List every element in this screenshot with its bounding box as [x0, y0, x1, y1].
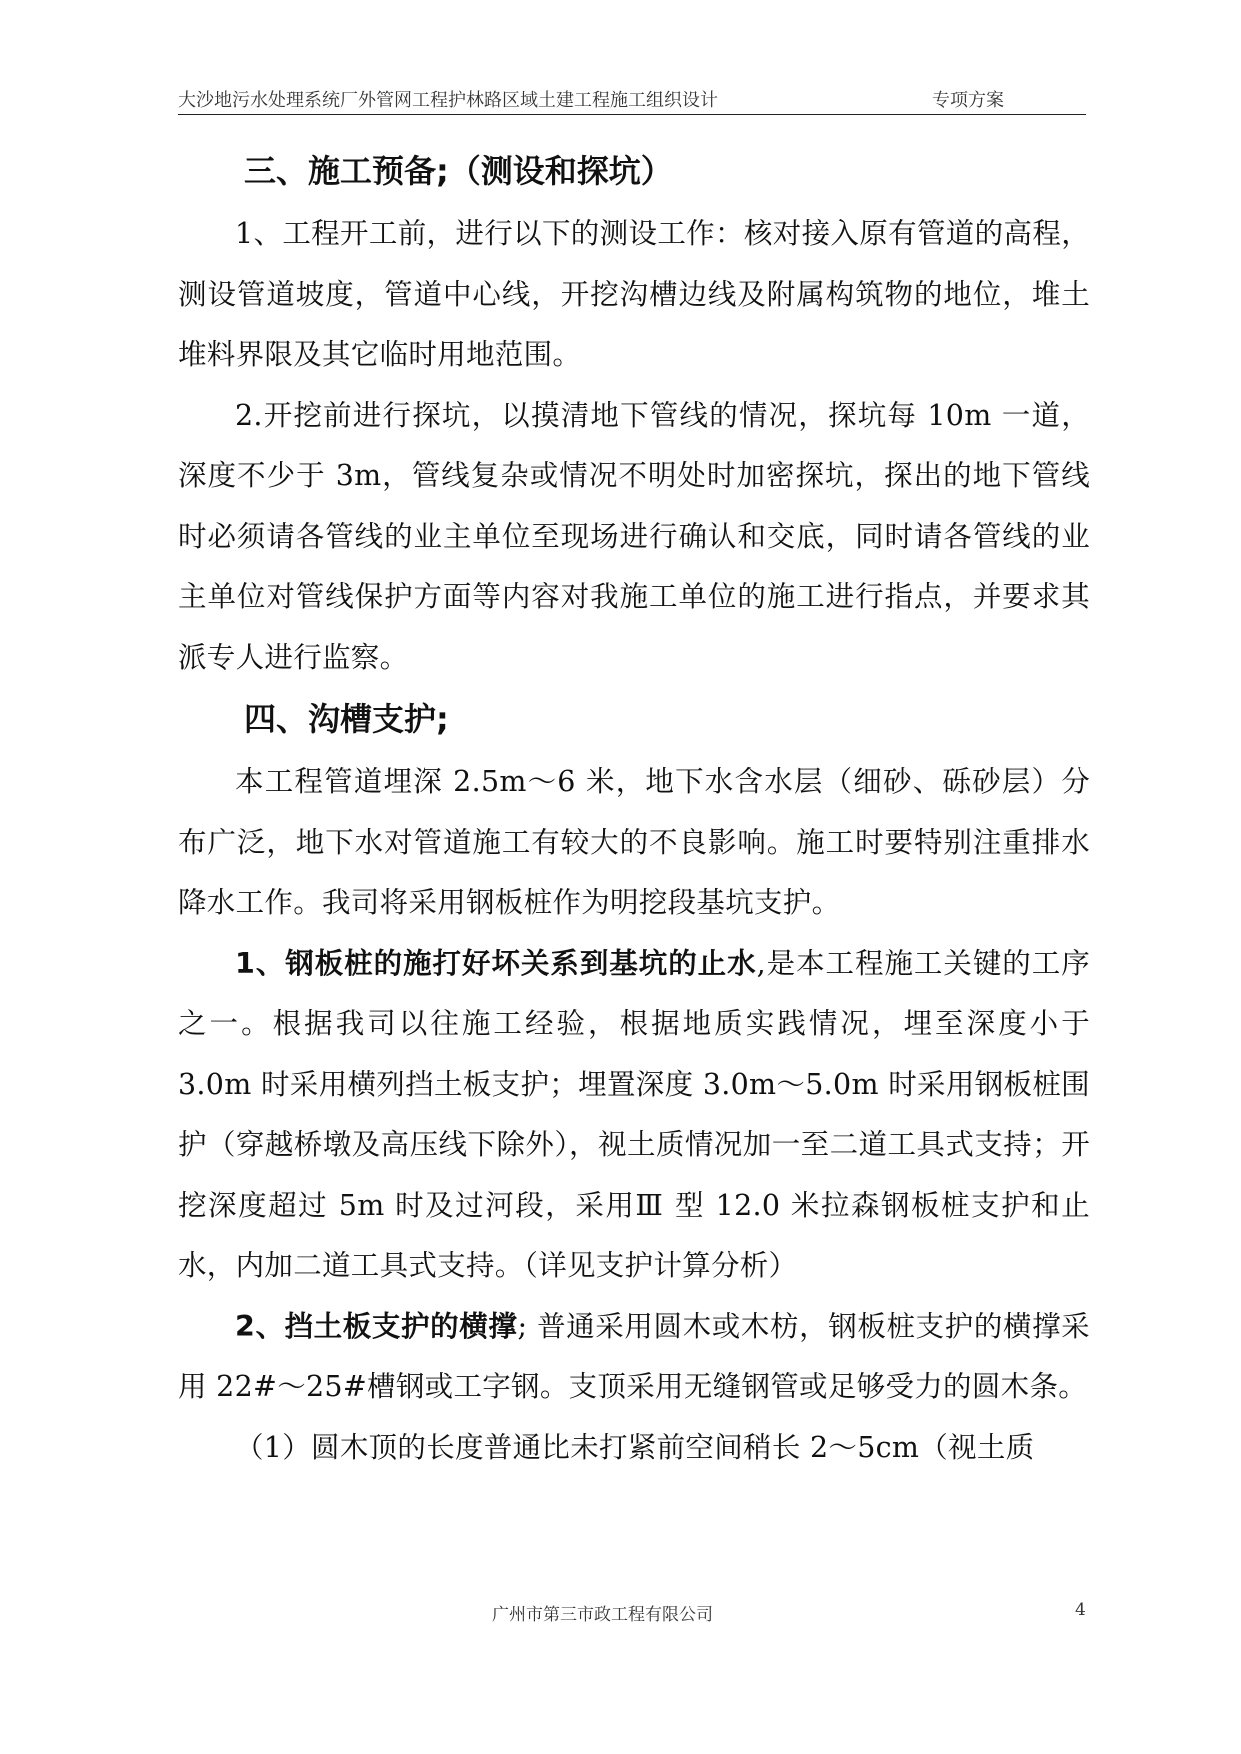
section-heading-4: 四、沟槽支护; — [244, 700, 449, 738]
page-number: 4 — [1075, 1600, 1086, 1620]
list-item — [178, 934, 1090, 1297]
paragraph: （1）圆木顶的长度普通比未打紧前空间稍长 2～5cm（视土质 — [235, 1430, 1035, 1464]
company-name: 广州市第三市政工程有限公司 — [492, 1605, 713, 1625]
paragraph: 2.开挖前进行探坑，以摸清地下管线的情况，探坑每 10m 一道，深度不少于 3m，管线复杂或情况不明处时加密探坑，探出的地下管线时必须请各管线的业主单位至现场进行确认和交底，同时请各管线的业主单位对管线保护方面等内容对我施工单位的施工进行指点，并要求其派专人进行监察。 — [178, 398, 1090, 674]
paragraph: 本工程管道埋深 2.5m～6 米，地下水含水层（细砂、砾砂层）分布广泛，地下水对管道施工有较大的不良影响。施工时要特别注重排水降水工作。我司将采用钢板桩作为明挖段基坑支护。 — [178, 765, 1090, 919]
item-text: ; 普通采用圆木或木枋，钢板桩支护的横撑采用 22#～25#槽钢或工字钢。支顶采用无缝钢管或足够受力的圆木条。 — [178, 1309, 1090, 1403]
document-title: 大沙地污水处理系统厂外管网工程护林路区域土建工程施工组织设计 — [178, 90, 718, 111]
document-type: 专项方案 — [932, 90, 1004, 111]
list-item — [178, 1297, 1090, 1418]
item-lead: 1、钢板桩的施打好坏关系到基坑的止水 — [235, 946, 757, 980]
item-text: ,是本工程施工关键的工序之一。根据我司以往施工经验，根据地质实践情况，埋至深度小于 3.0m 时采用横列挡土板支护；埋置深度 3.0m～5.0m 时采用钢板桩围护（穿越桥墩及高压线下除外），视土质情况加一至二道工具式支持；开挖深度超过 5m 时及过河段，采用Ⅲ 型 12.0 米拉森钢板桩支护和止水，内加二道工具式支持。（详见支护计算分析） — [178, 946, 1090, 1282]
page-body — [178, 148, 1090, 1478]
item-lead: 2、挡土板支护的横撑 — [235, 1309, 518, 1343]
section-heading-3: 三、施工预备;（测设和探坑） — [244, 152, 673, 190]
paragraph: 1、工程开工前，进行以下的测设工作：核对接入原有管道的高程，测设管道坡度，管道中心线，开挖沟槽边线及附属构筑物的地位，堆土堆料界限及其它临时用地范围。 — [178, 217, 1090, 371]
page-header — [178, 82, 1086, 115]
